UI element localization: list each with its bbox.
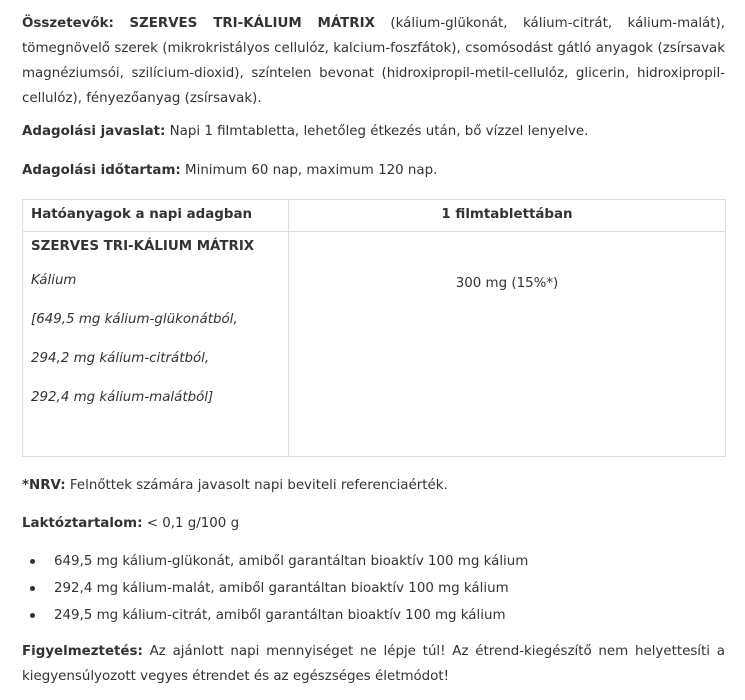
table-line-citrate: 294,2 mg kálium-citrátból, <box>31 351 210 366</box>
nrv-text: Felnőttek számára javasolt napi beviteli referenciaérték. <box>69 478 448 493</box>
list-item <box>22 603 725 630</box>
ingredients-highlight: SZERVES TRI-KÁLIUM MÁTRIX <box>129 16 375 31</box>
table-header-active-ingredients: Hatóanyagok a napi adagban <box>23 200 289 232</box>
table-cell-ingredients <box>23 232 289 457</box>
list-item <box>22 549 725 576</box>
list-item-text: 292,4 mg kálium-malát, amiből garantáltan bioaktív 100 mg kálium <box>54 581 509 596</box>
dosage-text: Napi 1 filmtabletta, lehetőleg étkezés után, bő vízzel lenyelve. <box>169 124 589 139</box>
ingredients-paragraph <box>22 11 725 111</box>
table-row <box>23 232 726 457</box>
table-header-row <box>23 200 726 232</box>
ingredients-text: (kálium-glükonát, kálium-citrát, kálium-malát), tömegnövelő szerek (mikrokristályos cellulóz, kalcium-foszfátok), csomósodást gátló anyagok (zsírsavak magnéziumsói, szilícium-dioxid), színtelen bevonat (hidroxipropil-metil-cellulóz, glicerin, hidroxipropil-cellulóz), fényezőanyag (zsírsavak). <box>22 16 725 106</box>
warning-label: Figyelmeztetés: <box>22 644 143 659</box>
nrv-label: *NRV: <box>22 478 66 493</box>
ingredients-label: Összetevők: <box>22 16 114 31</box>
warning-paragraph <box>22 639 725 689</box>
table-line-potassium: Kálium <box>31 273 77 288</box>
lactose-label: Laktóztartalom: <box>22 516 143 531</box>
bioactive-list <box>22 549 725 630</box>
table-group-title: SZERVES TRI-KÁLIUM MÁTRIX <box>31 239 255 254</box>
table-value: 300 mg (15%*) <box>455 276 559 291</box>
duration-paragraph <box>22 158 725 183</box>
duration-text: Minimum 60 nap, maximum 120 nap. <box>185 163 438 178</box>
list-item <box>22 576 725 603</box>
bullet-dot-icon <box>30 613 35 618</box>
dosage-paragraph <box>22 119 725 144</box>
dosage-label: Adagolási javaslat: <box>22 124 166 139</box>
duration-label: Adagolási időtartam: <box>22 163 181 178</box>
bullet-dot-icon <box>30 559 35 564</box>
nutrition-table <box>22 199 726 457</box>
table-header-per-tablet: 1 filmtablettában <box>289 200 726 232</box>
table-line-gluconate: [649,5 mg kálium-glükonátból, <box>31 312 238 327</box>
table-line-malate: 292,4 mg kálium-malátból] <box>31 390 214 405</box>
table-cell-value <box>289 232 726 457</box>
nrv-paragraph <box>22 473 725 498</box>
list-item-text: 649,5 mg kálium-glükonát, amiből garantáltan bioaktív 100 mg kálium <box>54 554 529 569</box>
lactose-paragraph <box>22 511 725 536</box>
list-item-text: 249,5 mg kálium-citrát, amiből garantáltan bioaktív 100 mg kálium <box>54 608 506 623</box>
bullet-dot-icon <box>30 586 35 591</box>
lactose-text: < 0,1 g/100 g <box>146 516 240 531</box>
warning-text: Az ajánlott napi mennyiséget ne lépje túl! Az étrend-kiegészítő nem helyettesíti a kiegyensúlyozott vegyes étrendet és az egészséges életmódot! <box>22 644 725 684</box>
